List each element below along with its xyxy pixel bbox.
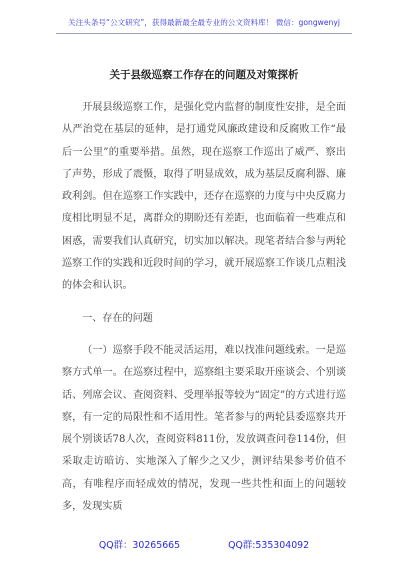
document-body — [62, 97, 346, 518]
intro-paragraph: 开展县级巡察工作，是强化党内监督的制度性安排，是全面从严治党在基层的延伸，是打通党风廉政建设和反腐败工作“最后一公里”的重要举措。虽然，现在巡察工作巡出了威严、察出了声势，形成了震慑，取得了明显成效，成为基层反腐利器、廉政利剑。但在巡察工作实践中，还存在巡察的力度与中央反腐力度相比明显不足，离群众的期盼还有差距，也面临着一些难点和困惑，需要我们认真研究，切实加以解决。现笔者结合参与两轮巡察工作的实践和近段时间的学习，就开展巡察工作谈几点粗浅的体会和认识。 — [62, 102, 346, 292]
qq-footer — [0, 537, 408, 551]
qq-group-2: QQ群:535304092 — [228, 540, 310, 551]
header-divider — [56, 33, 352, 34]
subsection-paragraph: （一）巡察手段不能灵活运用，难以找准问题线索。一是巡察方式单一。在巡察过程中，巡察组主要采取开座谈会、个别谈话、列席会议、查阅资料、受理举报等较为“固定”的方式进行巡察，有一定的局限性和不适用性。笔者参与的两轮县委巡察共开展个别谈话78人次，查阅资料811份，发放调查问卷114份，但采取走访暗访、实地深入了解少之又少，测评结果参考价值不高，有唯程序而轻成效的情况，发现一些共性和面上的问题较多，发现实质 — [62, 344, 346, 513]
document-title: 关于县级巡察工作存在的问题及对策探析 — [109, 69, 299, 81]
section-heading: 一、存在的问题 — [82, 312, 153, 324]
promo-header: 关注头条号“公文研究”，获得最新最全最专业的公文资料库！ 微信：gongwenyj — [68, 18, 340, 27]
qq-group-1: QQ群：30265665 — [98, 540, 181, 551]
